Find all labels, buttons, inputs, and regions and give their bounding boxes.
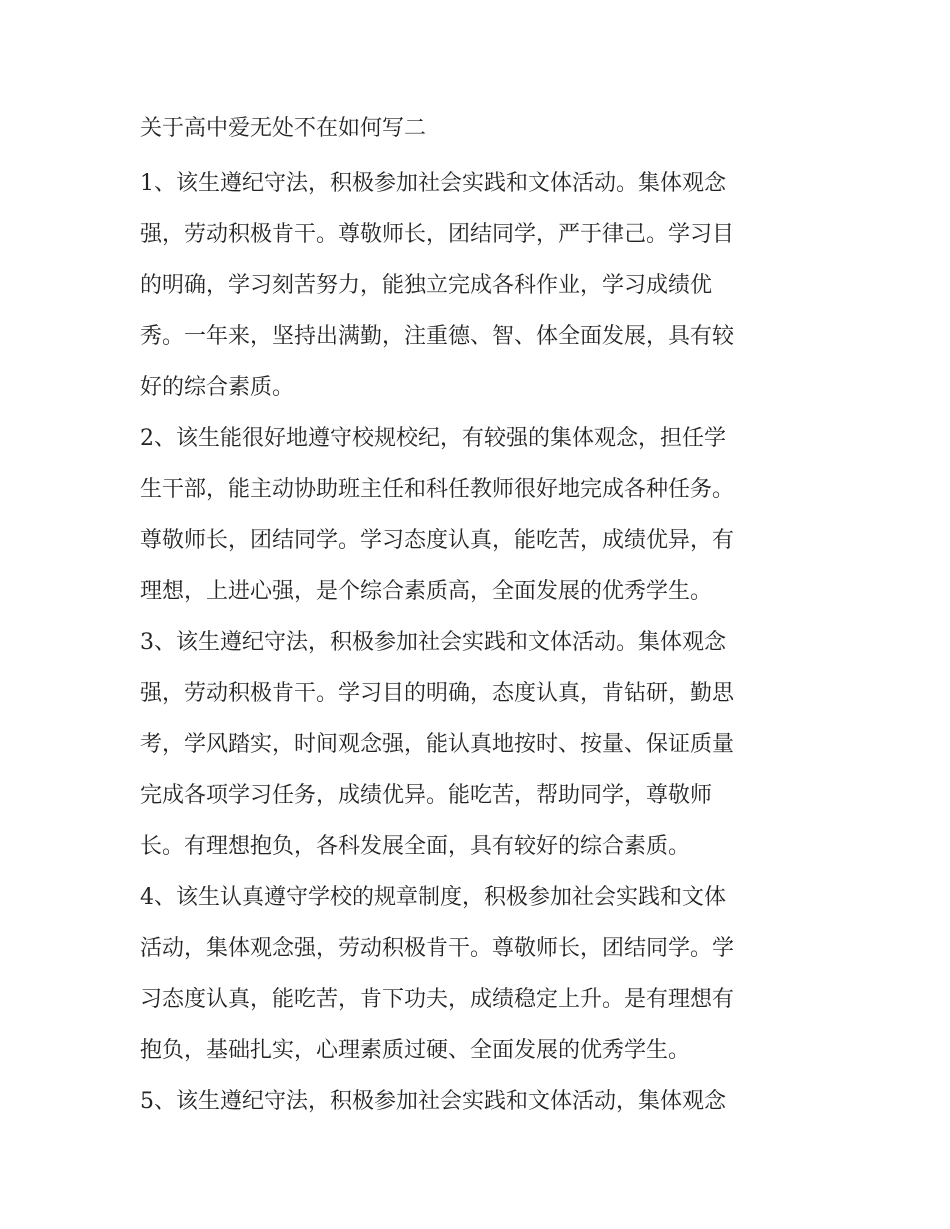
paragraph-line: 1、该生遵纪守法，积极参加社会实践和文体活动。集体观念: [140, 171, 726, 196]
paragraph-5: [140, 1076, 726, 1127]
paragraph-3: [140, 617, 734, 872]
paragraph-line: 强，劳动积极肯干。学习目的明确，态度认真，肯钻研，勤思: [140, 681, 735, 706]
paragraph-line: 习态度认真，能吃苦，肯下功夫，成绩稳定上升。是有理想有: [140, 987, 735, 1012]
paragraph-4: [140, 872, 734, 1076]
paragraph-line: 活动，集体观念强，劳动积极肯干。尊敬师长，团结同学。学: [140, 936, 735, 961]
paragraph-line: 理想，上进心强，是个综合素质高，全面发展的优秀学生。: [140, 579, 713, 604]
paragraph-line: 长。有理想抱负，各科发展全面，具有较好的综合素质。: [140, 834, 691, 859]
paragraph-line: 的明确，学习刻苦努力，能独立完成各科作业，学习成绩优: [140, 273, 713, 298]
paragraph-line: 秀。一年来，坚持出满勤，注重德、智、体全面发展，具有较: [140, 324, 735, 349]
paragraph-2: [140, 413, 734, 617]
paragraph-line: 强，劳动积极肯干。尊敬师长，团结同学，严于律己。学习目: [140, 222, 735, 247]
paragraph-line: 2、该生能很好地遵守校规校纪，有较强的集体观念，担任学: [140, 426, 726, 451]
paragraph-line: 抱负，基础扎实，心理素质过硬、全面发展的优秀学生。: [140, 1038, 691, 1063]
paragraph-1: [140, 158, 734, 413]
paragraph-line: 4、该生认真遵守学校的规章制度，积极参加社会实践和文体: [140, 885, 726, 910]
paragraph-line: 好的综合素质。: [140, 375, 295, 400]
paragraph-line: 考，学风踏实，时间观念强，能认真地按时、按量、保证质量: [140, 732, 735, 757]
paragraph-line: 5、该生遵纪守法，积极参加社会实践和文体活动，集体观念: [140, 1089, 726, 1114]
paragraph-line: 完成各项学习任务，成绩优异。能吃苦，帮助同学，尊敬师: [140, 783, 713, 808]
paragraph-line: 尊敬师长，团结同学。学习态度认真，能吃苦，成绩优异，有: [140, 528, 735, 553]
document-title: 关于高中爱无处不在如何写二: [140, 116, 427, 141]
paragraph-line: 生干部，能主动协助班主任和科任教师很好地完成各种任务。: [140, 477, 735, 502]
paragraph-line: 3、该生遵纪守法，积极参加社会实践和文体活动。集体观念: [140, 630, 726, 655]
